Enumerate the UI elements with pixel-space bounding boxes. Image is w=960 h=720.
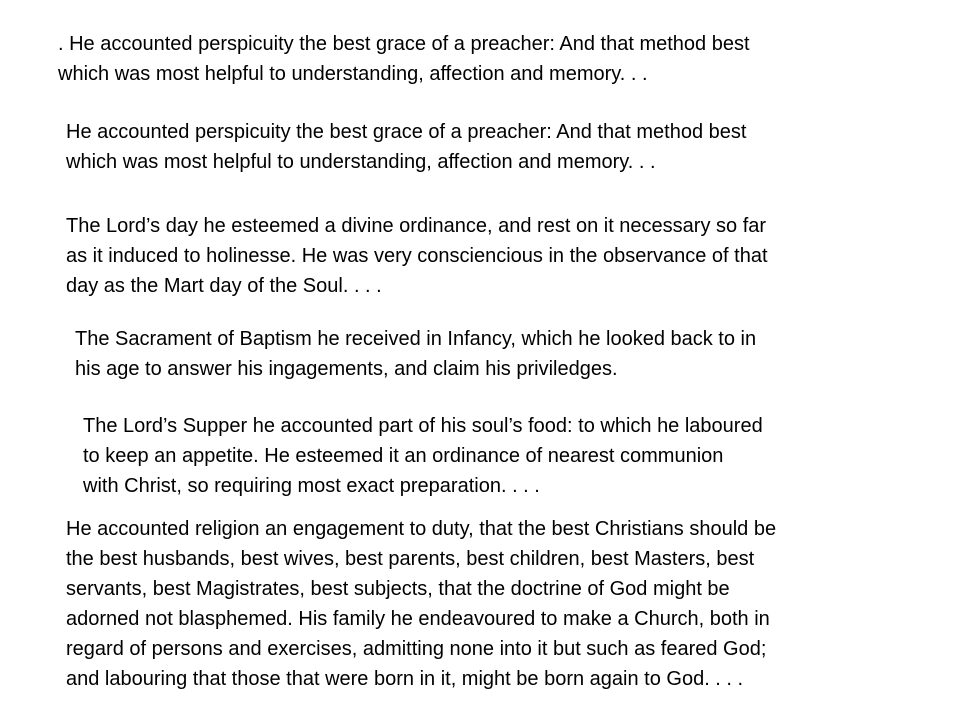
text-line: servants, best Magistrates, best subjects, that the doctrine of God might be <box>66 578 730 600</box>
text-line: regard of persons and exercises, admitting none into it but such as feared God; <box>66 638 767 660</box>
paragraph-religion-duty <box>66 514 776 694</box>
text-line: adorned not blasphemed. His family he endeavoured to make a Church, both in <box>66 608 770 630</box>
text-line: as it induced to holinesse. He was very consciencious in the observance of that <box>66 245 768 267</box>
text-line: the best husbands, best wives, best parents, best children, best Masters, best <box>66 548 755 570</box>
text-line: to keep an appetite. He esteemed it an ordinance of nearest communion <box>83 445 724 467</box>
text-line: He accounted perspicuity the best grace of a preacher: And that method best <box>66 121 747 143</box>
paragraph-lords-day <box>66 211 768 301</box>
text-line: The Sacrament of Baptism he received in Infancy, which he looked back to in <box>75 328 757 350</box>
paragraph-perspicuity-1 <box>58 29 750 89</box>
text-line: day as the Mart day of the Soul. . . . <box>66 275 382 297</box>
text-line: . He accounted perspicuity the best grace of a preacher: And that method best <box>58 33 750 55</box>
text-line: his age to answer his ingagements, and claim his priviledges. <box>75 358 618 380</box>
text-line: and labouring that those that were born in it, might be born again to God. . . . <box>66 668 744 690</box>
text-line: He accounted religion an engagement to duty, that the best Christians should be <box>66 518 777 540</box>
text-line: The Lord’s Supper he accounted part of his soul’s food: to which he laboured <box>83 415 763 437</box>
text-line: which was most helpful to understanding, affection and memory. . . <box>58 63 648 85</box>
paragraph-baptism <box>75 324 756 384</box>
text-line: which was most helpful to understanding, affection and memory. . . <box>66 151 656 173</box>
paragraph-lords-supper <box>83 411 763 501</box>
text-line: The Lord’s day he esteemed a divine ordinance, and rest on it necessary so far <box>66 215 767 237</box>
paragraph-perspicuity-2 <box>66 117 746 177</box>
text-line: with Christ, so requiring most exact preparation. . . . <box>83 475 540 497</box>
